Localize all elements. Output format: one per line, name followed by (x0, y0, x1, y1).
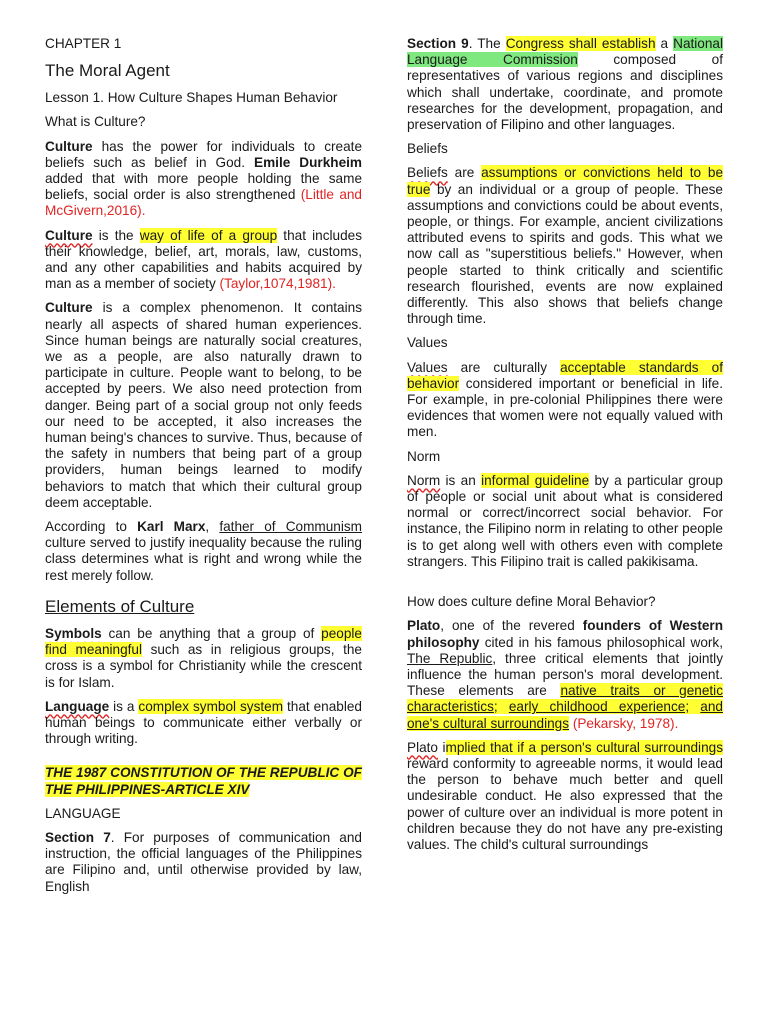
highlight: ; (493, 699, 509, 715)
underlined-text: father of Communism (219, 519, 362, 535)
citation: (Little and McGivern,2016). (45, 187, 362, 219)
text: are (447, 165, 482, 181)
term: Symbols (45, 625, 102, 641)
text: , one of the revered (440, 618, 583, 634)
term: Culture (45, 300, 93, 316)
highlight: assumptions or convictions held to be true (407, 165, 724, 197)
section-9-paragraph (407, 36, 723, 133)
author: Emile Durkheim (254, 154, 362, 170)
text: is an (440, 472, 482, 488)
citation: (Pekarsky, 1978). (572, 715, 679, 731)
text: , three critical elements that jointly influence the human person's moral development. These elements are (407, 650, 723, 699)
text: a (655, 36, 674, 51)
book-title: The Republic (407, 650, 493, 666)
plato-paragraph-1 (407, 618, 723, 731)
author: Plato (407, 618, 441, 634)
right-column (407, 36, 723, 861)
norm-paragraph (407, 473, 723, 570)
norm-heading: Norm (407, 448, 441, 464)
chapter-title: The Moral Agent (45, 61, 170, 81)
language-heading: LANGUAGE (45, 805, 121, 821)
values-paragraph (407, 360, 723, 441)
section-label: Section 7 (45, 829, 111, 845)
plato-paragraph-2 (407, 740, 723, 853)
constitution-heading (45, 765, 362, 797)
term: Plato (407, 739, 438, 755)
text: culture served to justify inequality because the ruling class determines what is right and wrong while the rest merely follow. (45, 535, 362, 583)
bold-text: founders of Western philosophy (407, 618, 724, 650)
chapter-label: CHAPTER 1 (45, 36, 122, 51)
highlight: mplied that if a person's cultural surroundings (445, 739, 723, 755)
citation: (Taylor,1074,1981). (219, 276, 336, 292)
text: such as in religious groups, the cross is a symbol for Christianity while the crescent is for Islam. (45, 642, 362, 690)
section-label: Section 9 (407, 36, 469, 51)
text: , (205, 519, 220, 535)
culture-paragraph-2 (45, 228, 362, 293)
highlight-green: National Language Commission (407, 36, 723, 68)
highlight: people find meaningful (45, 625, 362, 658)
term: Language (45, 698, 110, 714)
text: i (437, 739, 446, 755)
term: Values (407, 359, 448, 375)
culture-paragraph-3 (45, 300, 362, 511)
left-column (45, 36, 362, 903)
marx-paragraph (45, 519, 362, 584)
text: reward conformity to agreeable norms, it would lead the person to behave much better and quell undesirable conduct. He also expressed that the power of culture over an individual is more potent in children because they do not have any pre-existing values. The child's cultural surroundings (407, 755, 723, 852)
term: Beliefs (407, 165, 448, 181)
lesson-title: Lesson 1. How Culture Shapes Human Behavior (45, 90, 338, 106)
highlight: ; (685, 699, 701, 715)
beliefs-heading: Beliefs (407, 141, 448, 157)
highlight: native traits or genetic characteristics (407, 683, 723, 715)
moral-behavior-question: How does culture define Moral Behavior? (407, 594, 656, 610)
culture-question: What is Culture? (45, 114, 146, 130)
spacer (407, 578, 723, 594)
term: Culture (45, 227, 93, 243)
text: According to (45, 519, 138, 535)
culture-paragraph-1 (45, 139, 362, 220)
highlight: and one's cultural surroundings (407, 699, 723, 731)
elements-heading: Elements of Culture (45, 596, 195, 616)
values-heading: Values (407, 335, 448, 351)
highlight: way of life of a group (139, 227, 278, 243)
highlight: informal guideline (481, 472, 590, 488)
text: cited in his famous philosophical work, (479, 634, 723, 650)
term: Norm (407, 472, 441, 488)
text: is the (92, 227, 140, 243)
highlight: complex symbol system (138, 698, 284, 714)
beliefs-paragraph (407, 165, 723, 327)
symbols-paragraph (45, 626, 362, 691)
text: that includes their knowledge, belief, art, morals, law, customs, and any other capabilities and habits acquired by man as a member of society (45, 227, 363, 292)
text: composed of representatives of various regions and disciplines which shall undertake, coordinate, and promote researches for the development, propagation, and preservation of Filipino and other languages. (407, 52, 723, 133)
text: added that with more people holding the same beliefs, social order is also strengthened (45, 171, 362, 203)
term: Culture (45, 138, 93, 154)
language-paragraph (45, 699, 362, 748)
text: are culturally (447, 359, 561, 375)
text: can be anything that a group of (101, 625, 322, 641)
highlight: early childhood experience (508, 699, 686, 715)
highlight: Congress shall establish (505, 36, 656, 51)
text: by a particular group of people or social unit about what is considered normal or correct/incorrect social behavior. For instance, the Filipino norm in relating to other people is to get along well with others even with complete strangers. This Filipino trait is called pakikisama. (407, 472, 723, 569)
text: considered important or beneficial in life. For example, in pre-colonial Philippines there were evidences that women were not equally valued with men. (407, 375, 723, 440)
highlight: acceptable standards of behavior (407, 359, 723, 391)
text: is a (109, 698, 139, 714)
text: has the power for individuals to create beliefs such as belief in God. (45, 138, 362, 170)
text: is a complex phenomenon. It contains nearly all aspects of shared human experiences. Since human beings are naturally social creatures, we as a people, are also naturally drawn to participate in culture. People want to belong, to be accepted by peers. We also need protection from danger. Being part of a social group not only feeds our need to be accepted, it also increases the human being's chances to survive. Thus, because of the safety in numbers that being part of a group providers, human beings learned to modify behaviors to match that which their cultural group deem acceptable. (45, 300, 362, 510)
text: by an individual or a group of people. These assumptions and convictions could be about events, people, or things. For example, ancient civilizations attributed evens to spirits and gods. This what we now call as "superstitious beliefs." However, when people started to think critically and scientific research flourished, events are now explained differently. This also shows that beliefs change through time. (407, 181, 723, 327)
text: that enabled human beings to communicate either verbally or through writing. (45, 698, 362, 747)
text: . For purposes of communication and instruction, the official languages of the Philippines are Filipino and, until otherwise provided by law, English (45, 829, 362, 894)
highlight: THE 1987 CONSTITUTION OF THE REPUBLIC OF THE PHILIPPINES-ARTICLE XIV (45, 765, 362, 797)
section-7-paragraph (45, 830, 362, 895)
text: . The (468, 36, 506, 51)
author: Karl Marx (137, 519, 206, 535)
